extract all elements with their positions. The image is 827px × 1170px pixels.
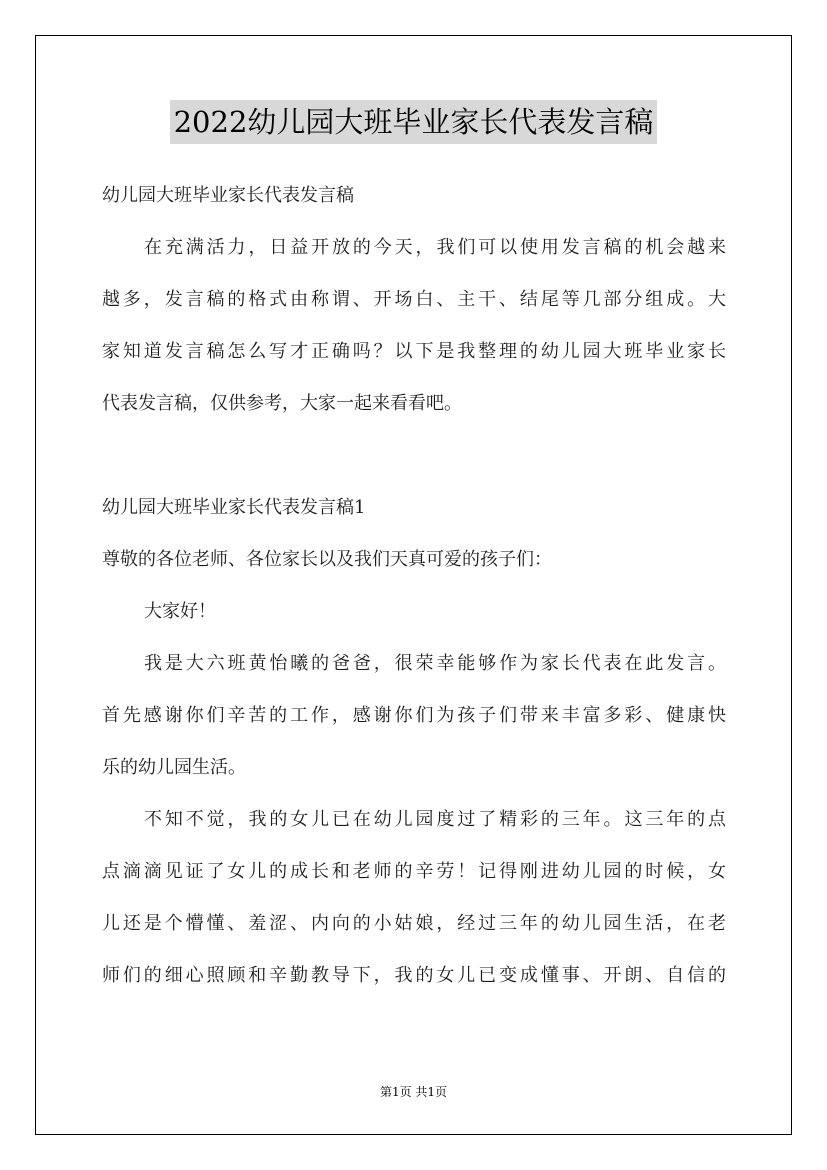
text-line: 师们的细心照顾和辛勤教导下，我的女儿已变成懂事、开朗、自信的	[102, 965, 726, 986]
document-title: 2022幼儿园大班毕业家长代表发言稿	[170, 100, 658, 144]
text-line: 儿还是个懵懂、羞涩、内向的小姑娘，经过三年的幼儿园生活，在老	[102, 913, 726, 934]
text-line	[102, 430, 726, 482]
text-line: 尊敬的各位老师、各位家长以及我们天真可爱的孩子们：	[102, 549, 552, 570]
text-line: 不知不觉，我的女儿已在幼儿园度过了精彩的三年。这三年的点	[144, 809, 726, 830]
document-title-wrap	[0, 100, 827, 144]
text-line: 乐的幼儿园生活。	[102, 757, 246, 778]
text-line: 代表发言稿，仅供参考，大家一起来看看吧。	[102, 393, 462, 414]
text-line: 我是大六班黄怡曦的爸爸，很荣幸能够作为家长代表在此发言。	[144, 653, 726, 674]
text-line: 大家好！	[144, 601, 216, 622]
text-line: 幼儿园大班毕业家长代表发言稿1	[102, 497, 366, 518]
text-line: 家知道发言稿怎么写才正确吗？以下是我整理的幼儿园大班毕业家长	[102, 341, 726, 362]
document-body	[102, 170, 726, 1002]
text-line: 点滴滴见证了女儿的成长和老师的辛劳！记得刚进幼儿园的时候，女	[102, 861, 726, 882]
page-footer: 第1页 共1页	[379, 1085, 448, 1099]
text-line: 幼儿园大班毕业家长代表发言稿	[102, 185, 354, 206]
text-line: 在充满活力，日益开放的今天，我们可以使用发言稿的机会越来	[144, 237, 726, 258]
text-line: 越多，发言稿的格式由称谓、开场白、主干、结尾等几部分组成。大	[102, 289, 726, 310]
text-line: 首先感谢你们辛苦的工作，感谢你们为孩子们带来丰富多彩、健康快	[102, 705, 726, 726]
